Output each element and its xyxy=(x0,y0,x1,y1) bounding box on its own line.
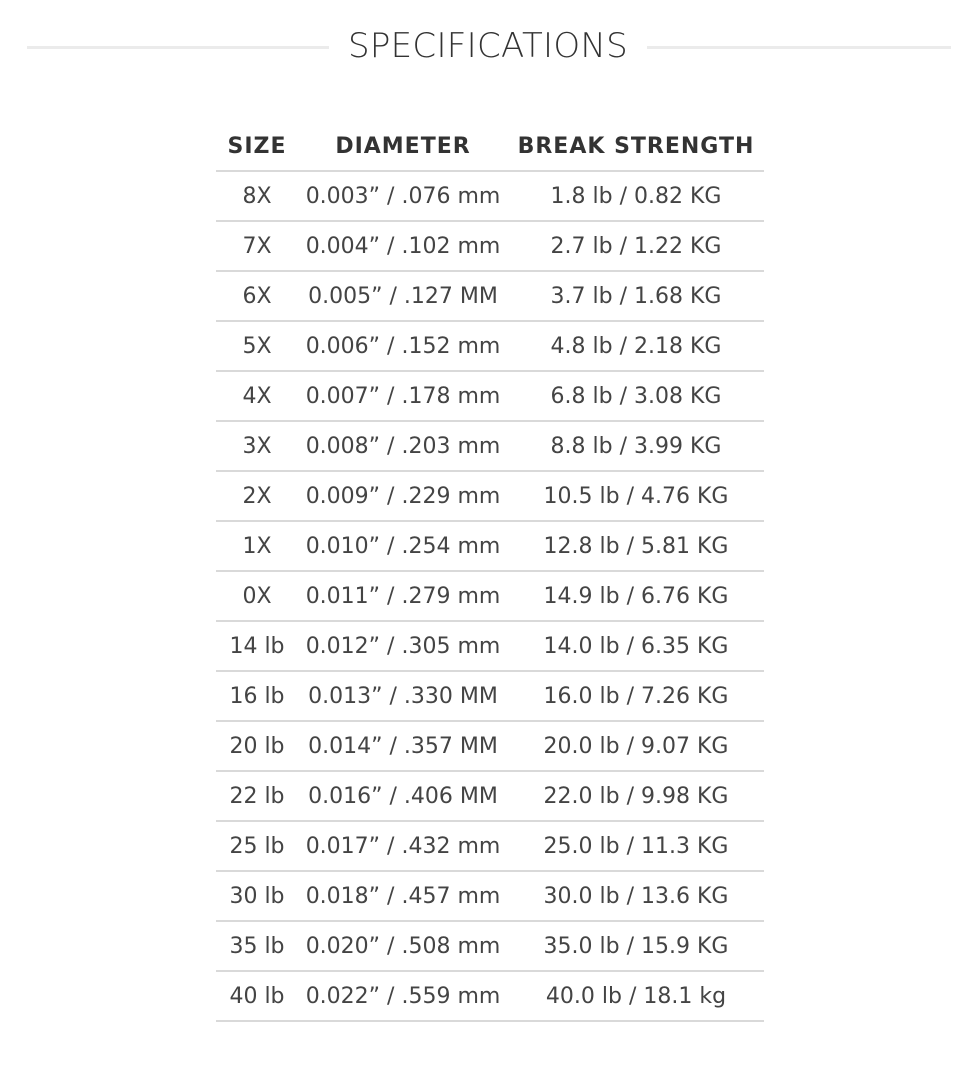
cell-diameter: 0.017” / .432 mm xyxy=(298,821,508,871)
table-row xyxy=(216,771,764,821)
cell-break-strength: 20.0 lb / 9.07 KG xyxy=(508,721,764,771)
cell-break-strength: 12.8 lb / 5.81 KG xyxy=(508,521,764,571)
table-row xyxy=(216,871,764,921)
table-header-row xyxy=(216,120,764,171)
cell-diameter: 0.007” / .178 mm xyxy=(298,371,508,421)
table-row xyxy=(216,271,764,321)
cell-diameter: 0.018” / .457 mm xyxy=(298,871,508,921)
cell-break-strength: 8.8 lb / 3.99 KG xyxy=(508,421,764,471)
cell-diameter: 0.008” / .203 mm xyxy=(298,421,508,471)
cell-size: 30 lb xyxy=(216,871,298,921)
cell-break-strength: 40.0 lb / 18.1 kg xyxy=(508,971,764,1021)
specifications-table xyxy=(216,120,764,1022)
cell-size: 7X xyxy=(216,221,298,271)
cell-break-strength: 22.0 lb / 9.98 KG xyxy=(508,771,764,821)
cell-break-strength: 4.8 lb / 2.18 KG xyxy=(508,321,764,371)
cell-diameter: 0.016” / .406 MM xyxy=(298,771,508,821)
cell-diameter: 0.012” / .305 mm xyxy=(298,621,508,671)
cell-break-strength: 35.0 lb / 15.9 KG xyxy=(508,921,764,971)
cell-break-strength: 14.0 lb / 6.35 KG xyxy=(508,621,764,671)
page-title: SPECIFICATIONS xyxy=(347,26,629,66)
cell-break-strength: 1.8 lb / 0.82 KG xyxy=(508,171,764,221)
cell-size: 0X xyxy=(216,571,298,621)
cell-break-strength: 3.7 lb / 1.68 KG xyxy=(508,271,764,321)
table-row xyxy=(216,171,764,221)
table-row xyxy=(216,221,764,271)
cell-break-strength: 25.0 lb / 11.3 KG xyxy=(508,821,764,871)
table-row xyxy=(216,571,764,621)
cell-size: 4X xyxy=(216,371,298,421)
cell-diameter: 0.006” / .152 mm xyxy=(298,321,508,371)
cell-break-strength: 10.5 lb / 4.76 KG xyxy=(508,471,764,521)
cell-size: 35 lb xyxy=(216,921,298,971)
cell-break-strength: 6.8 lb / 3.08 KG xyxy=(508,371,764,421)
cell-break-strength: 16.0 lb / 7.26 KG xyxy=(508,671,764,721)
section-heading xyxy=(0,0,976,92)
cell-size: 20 lb xyxy=(216,721,298,771)
table-row xyxy=(216,471,764,521)
cell-break-strength: 30.0 lb / 13.6 KG xyxy=(508,871,764,921)
cell-size: 40 lb xyxy=(216,971,298,1021)
table-row xyxy=(216,921,764,971)
cell-diameter: 0.009” / .229 mm xyxy=(298,471,508,521)
cell-diameter: 0.003” / .076 mm xyxy=(298,171,508,221)
cell-diameter: 0.020” / .508 mm xyxy=(298,921,508,971)
table-row xyxy=(216,321,764,371)
table-row xyxy=(216,721,764,771)
table-body xyxy=(216,171,764,1021)
table-row xyxy=(216,971,764,1021)
cell-diameter: 0.005” / .127 MM xyxy=(298,271,508,321)
heading-rule-right xyxy=(647,46,951,49)
table-row xyxy=(216,371,764,421)
cell-size: 8X xyxy=(216,171,298,221)
header-diameter: DIAMETER xyxy=(298,120,508,171)
cell-size: 14 lb xyxy=(216,621,298,671)
table-row xyxy=(216,521,764,571)
header-size: SIZE xyxy=(216,120,298,171)
header-break-strength: BREAK STRENGTH xyxy=(508,120,764,171)
cell-break-strength: 2.7 lb / 1.22 KG xyxy=(508,221,764,271)
table-row xyxy=(216,821,764,871)
cell-diameter: 0.004” / .102 mm xyxy=(298,221,508,271)
cell-size: 5X xyxy=(216,321,298,371)
cell-size: 2X xyxy=(216,471,298,521)
cell-diameter: 0.010” / .254 mm xyxy=(298,521,508,571)
cell-size: 6X xyxy=(216,271,298,321)
cell-size: 16 lb xyxy=(216,671,298,721)
table-row xyxy=(216,671,764,721)
cell-size: 25 lb xyxy=(216,821,298,871)
heading-rule-left xyxy=(27,46,329,49)
cell-diameter: 0.022” / .559 mm xyxy=(298,971,508,1021)
cell-diameter: 0.013” / .330 MM xyxy=(298,671,508,721)
cell-diameter: 0.014” / .357 MM xyxy=(298,721,508,771)
cell-diameter: 0.011” / .279 mm xyxy=(298,571,508,621)
table-row xyxy=(216,621,764,671)
cell-size: 1X xyxy=(216,521,298,571)
cell-size: 22 lb xyxy=(216,771,298,821)
cell-size: 3X xyxy=(216,421,298,471)
table-row xyxy=(216,421,764,471)
cell-break-strength: 14.9 lb / 6.76 KG xyxy=(508,571,764,621)
